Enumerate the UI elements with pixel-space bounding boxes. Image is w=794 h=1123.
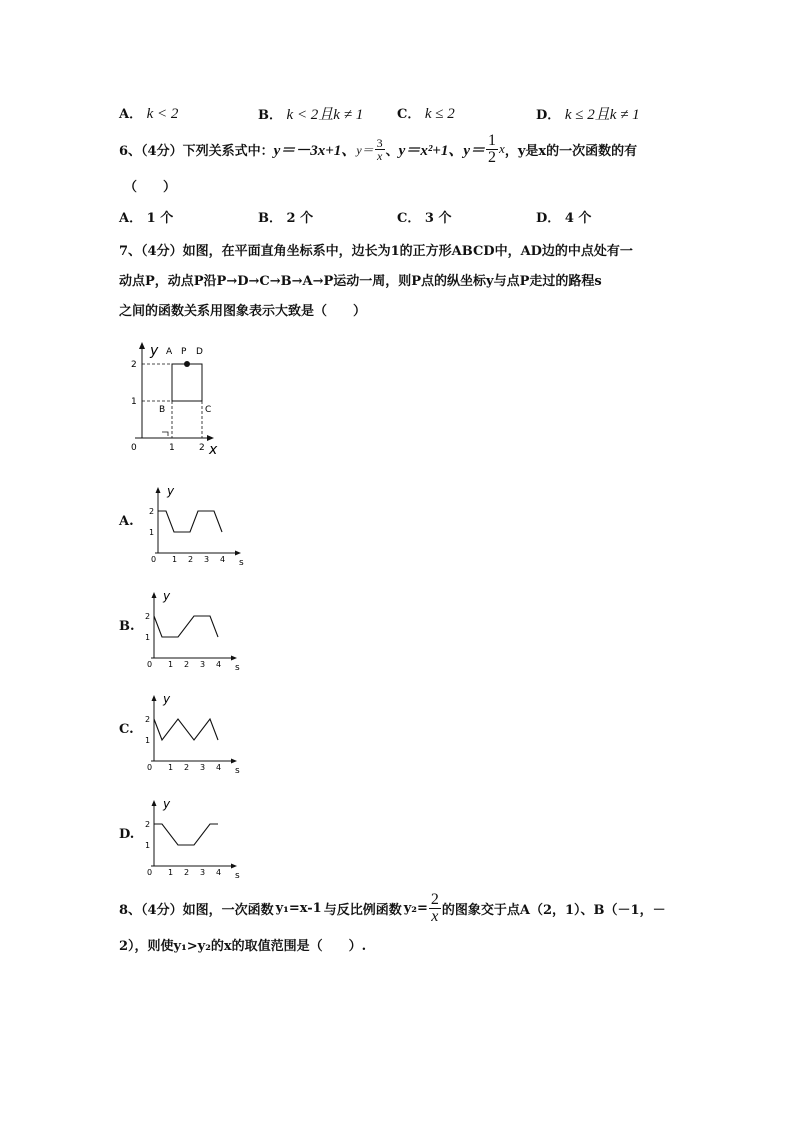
- x-axis-arrow: [207, 435, 214, 441]
- q5-option-d: [536, 103, 640, 124]
- x-axis-arrow: [231, 656, 237, 661]
- s-axis-label: s: [235, 663, 240, 670]
- point-d-label: D: [196, 347, 203, 357]
- y-tick-label: 2: [145, 612, 151, 621]
- x-tick-label: 2: [184, 868, 190, 877]
- q8-mid: 与反比例函数: [323, 902, 402, 918]
- q7-option-d-graph: [138, 793, 248, 878]
- y-axis-label: y: [163, 797, 171, 811]
- q7-option-a-graph: [142, 480, 252, 565]
- q6-suffix: ，y是x的一次函数的有: [504, 143, 638, 159]
- function-graph-line: [158, 511, 222, 532]
- x-tick-label: 3: [200, 868, 206, 877]
- y-axis-label: y: [150, 343, 159, 359]
- q5-option-letter: C．: [397, 107, 421, 122]
- q6-option-letter: C．: [397, 211, 421, 226]
- x-tick-label: 3: [200, 763, 206, 772]
- q6-f3: y＝x²+1、: [398, 142, 464, 159]
- q8-stem: [119, 888, 666, 928]
- q7-line-2: 动点P，动点P沿P→D→C→B→A→P运动一周，则P点的纵坐标y与点P走过的路程s: [119, 274, 602, 289]
- q6-option-text: 2 个: [286, 211, 314, 226]
- point-a-label: A: [166, 347, 173, 357]
- x-tick-label: 2: [188, 555, 194, 564]
- y-tick-label: 2: [145, 820, 151, 829]
- q8-prefix: 8、（4分）如图，一次函数: [119, 902, 274, 918]
- s-axis-label: s: [239, 558, 244, 565]
- function-graph-line: [154, 616, 218, 637]
- point-p-dot: [184, 361, 190, 367]
- y-tick-2: 2: [131, 360, 137, 370]
- q7-option-c-letter: C.: [119, 722, 134, 737]
- q5-option-expr: k ≤ 2且k ≠ 1: [564, 107, 640, 123]
- q5-option-letter: A．: [119, 107, 143, 122]
- y-axis-label: y: [163, 692, 171, 706]
- y-axis-arrow: [139, 342, 145, 349]
- x-tick-label: 4: [216, 868, 222, 877]
- point-p-label: P: [181, 347, 187, 357]
- q6-stem: [119, 131, 637, 167]
- q8-line-2: 2），则使y₁>y₂的x的取值范围是（ ）.: [119, 939, 367, 954]
- x-tick-label: 4: [220, 555, 226, 564]
- q6-option-a: [119, 207, 173, 226]
- q6-option-letter: D．: [536, 211, 561, 226]
- q7-option-b-letter: B.: [119, 619, 135, 634]
- x-tick-label: 1: [172, 555, 178, 564]
- q5-option-letter: D．: [536, 108, 561, 123]
- q7-line-3: 之间的函数关系用图象表示大致是（ ）: [119, 304, 367, 319]
- point-c-label: C: [205, 405, 212, 415]
- q6-option-text: 4 个: [564, 211, 592, 226]
- x-tick-label: 3: [204, 555, 210, 564]
- q6-f4-var: x: [499, 141, 505, 156]
- q8-y2-num: 2: [430, 890, 439, 908]
- q7-option-c-graph: [138, 688, 248, 773]
- x-tick-label: 1: [168, 868, 174, 877]
- q6-f2-num: 3: [376, 135, 383, 150]
- q8-y1: y₁=x-1: [275, 900, 322, 916]
- q6-f4-den: 2: [488, 148, 497, 166]
- q5-option-c: [397, 103, 455, 123]
- y-tick-label: 2: [149, 507, 155, 516]
- s-axis-label: s: [235, 766, 240, 773]
- q6-f2-fraction: [375, 137, 385, 162]
- q5-option-a: [119, 103, 178, 123]
- function-graph-line: [154, 824, 218, 845]
- x-tick-label: 2: [184, 763, 190, 772]
- q6-option-letter: A．: [119, 211, 143, 226]
- q6-f4-fraction: [486, 133, 498, 166]
- q6-option-d: [536, 207, 591, 226]
- q6-f2-lhs: y＝: [356, 142, 374, 157]
- x-tick-label: 0: [147, 763, 153, 772]
- point-b-label: B: [159, 405, 166, 415]
- q6-f1: y＝－3x+1、: [273, 142, 357, 159]
- x-tick-label: 4: [216, 660, 222, 669]
- q6-f2-sep: 、: [385, 143, 399, 159]
- x-tick-label: 3: [200, 660, 206, 669]
- q7-option-b-graph: [138, 585, 248, 670]
- s-axis-label: s: [235, 871, 240, 878]
- q8-suffix: 的图象交于点A（2，1）、B（－1，－: [441, 902, 666, 918]
- q6-option-c: [397, 207, 451, 226]
- q5-option-expr: k < 2: [146, 106, 179, 122]
- q6-option-text: 1 个: [146, 211, 174, 226]
- y-axis-arrow: [152, 592, 157, 598]
- q5-option-expr: k ≤ 2: [424, 106, 455, 122]
- q6-f4-num: 1: [488, 131, 497, 149]
- x-tick-label: 1: [168, 660, 174, 669]
- y-axis-label: y: [167, 484, 175, 498]
- x-tick-2: 2: [199, 443, 205, 453]
- y-tick-label: 1: [145, 633, 151, 642]
- y-axis-arrow: [156, 487, 161, 493]
- x-tick-label: 1: [168, 763, 174, 772]
- x-axis-label: x: [209, 442, 218, 458]
- y-axis-arrow: [152, 695, 157, 701]
- square-abcd: [172, 364, 202, 401]
- x-tick-label: 4: [216, 763, 222, 772]
- q7-option-d-letter: D.: [119, 827, 135, 842]
- q8-y2-fraction: [429, 892, 441, 925]
- q8-y2-den: x: [431, 907, 439, 925]
- q7-line-1: 7、（4分）如图，在平面直角坐标系中，边长为1的正方形ABCD中，AD边的中点处有一: [119, 244, 633, 259]
- y-tick-label: 1: [149, 528, 155, 537]
- y-tick-label: 1: [145, 841, 151, 850]
- x-tick-1: 1: [169, 443, 175, 453]
- q5-option-expr: k < 2且k ≠ 1: [286, 107, 364, 123]
- q5-option-b: [258, 103, 363, 124]
- y-tick-label: 2: [145, 715, 151, 724]
- x-tick-label: 0: [147, 868, 153, 877]
- q6-f4-lhs: y＝: [463, 142, 486, 159]
- x-axis-arrow: [231, 759, 237, 764]
- y-axis-arrow: [152, 800, 157, 806]
- q7-square-figure: [125, 338, 225, 458]
- x-axis-arrow: [231, 864, 237, 869]
- q6-answer-paren: （ ）: [124, 180, 177, 195]
- x-tick-label: 2: [184, 660, 190, 669]
- function-graph-line: [154, 719, 218, 740]
- q6-option-b: [258, 207, 313, 226]
- q7-option-a-letter: A.: [119, 514, 134, 529]
- q6-option-text: 3 个: [424, 211, 452, 226]
- q6-prefix: 6、（4分）下列关系式中：: [119, 143, 274, 159]
- x-tick-label: 0: [151, 555, 157, 564]
- origin-label: 0: [131, 443, 137, 453]
- x-axis-arrow: [235, 551, 241, 556]
- y-tick-label: 1: [145, 736, 151, 745]
- y-tick-1: 1: [131, 397, 137, 407]
- y-axis-label: y: [163, 589, 171, 603]
- q6-option-letter: B．: [258, 211, 282, 226]
- q8-y2-lhs: y₂=: [403, 900, 428, 916]
- right-angle-mark: [162, 432, 168, 436]
- q6-f2-den: x: [376, 148, 383, 163]
- q5-option-letter: B．: [258, 108, 282, 123]
- x-tick-label: 0: [147, 660, 153, 669]
